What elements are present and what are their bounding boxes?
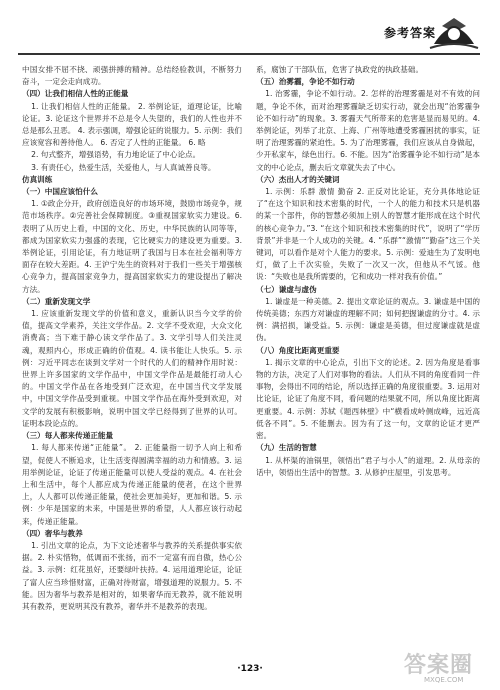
section-heading: （四）奢华与教养 [22,528,83,538]
section-heading: （八）角度比距离更重要 [256,345,340,355]
section-heading: （一）中国应该怕什么 [22,187,98,197]
paragraph: 1. 揭示文章的中心论点，引出下文的论述。2. 因为角度是看事物的方法，决定了人们对事物的看法。人们从不同的角度看同一件事物，会得出不同的结论，所以选择正确的角度很重要。3. 运用对比论证，论证了角度不同，看问题的结果就不同，所以角度比距离更重要。4. 示例：苏轼《题西林壁》中“横看成岭侧成峰，远近高低各不同”。5. 不能删去。因为有了这一句，文章的论证才更严密。 [256,357,480,441]
paragraph: 1. 应该重新发现文学的价值和意义，重新认识当今文学的价值，提高文学素养，关注文学作品。2. 文学不受欢迎，大众文化消费高；当下难于静心读文学作品了。3. 文学引导人们关注灵魂，观照内心，形成正确的价值观。4. 读书能让人快乐。5. 示例：习近平同志在谈到文学对一个时代的人们的精神作用时说：世界上许多国家的文学作品中，中国文学作品是最能打动人心的。中国文学作品在各地受到广泛欢迎，在中国当代文学发展中，中国文学作品受到重视。中国文学作品在海外受到欢迎，对文学的发展有积极影响，说明中国文学已经得到了世界的认可。证明本段论点的。 [22,309,242,428]
header-title: 参考答案 [384,26,437,40]
paragraph: 1. ①政企分开，政府创造良好的市场环境，鼓励市场竞争，规范市场秩序。②完善社会保障制度。③重视国家软实力建设。6. 表明了从历史上看，中国的文化、历史，中华民族的认同等等，都成为国家软实力强盛的表现，它比硬实力的建设更为重要。3. 举例论证，引用论证，有力地证明了我国与日本在社会福利等方面存在较大差距。4. 王沪宁先生的资料对于我们一些关于增强核心竞争力，提高国家竞争力，提高国家软实力的建设提出了解决方法。 [22,199,242,294]
graduate-emblem-icon [428,4,480,54]
paragraph: 2. 句式整齐，增强语势，有力地论证了中心论点。 [31,150,201,160]
paragraph: 1. 每人都来传递“正能量”。 2. 正能量指一切予人向上和希望，促使人不断追求，让生活变得圆满幸福的动力和情感。3. 运用举例论证，论证了传递正能量可以使人受益的观点。4. 在社会上和生活中，每个人都应成为传递正能量的使者，在这个世界上，人人都可以传递正能量，使社会更加美好，更加和谐。5. 示例：少年是国家的未来，中国是世界的希望，人人都应该行动起来，传递正能量。 [22,443,242,526]
watermark-url: MXQE.COM [424,676,464,684]
page-header [0,0,500,62]
paragraph: 1. 治雾霾，争论不如行动。2. 怎样的治理雾霾是对不有效的问题，争论不休，而对治理雾霾缺乏切实行动，就会出现“治雾霾争论不如行动”的现象。3. 雾霾天气所带来的危害是显而易见的。4. 举例论证，列举了北京、上海、广州等地遭受雾霾困扰的事实，证明了治理雾霾的紧迫性。5. 为了治理雾霾，我们应该从自身做起，少开私家车，绿色出行。6. 不能。因为“治雾霾争论不如行动”是本文的中心论点，删去后文章就失去了中心。 [256,89,480,172]
section-heading: （五）治雾霾，争论不如行动 [256,77,355,87]
paragraph: 1. 让我们相信人性的正能量。 2. 举例论证，道理论证，比喻论证。3. 论证这个世界并不总是令人失望的，我们的人性也并不总是那么丑恶。 4. 表示强调，增强论证的说服力。5. 示例：我们应该宽容和善待他人。 6. 否定了人性的正能量。 6. 略 [22,101,242,148]
right-column [256,64,480,479]
section-heading: 仿真训练 [22,174,53,184]
paragraph: 系，腐蚀了干部队伍，危害了执政党的执政基础。 [256,65,424,74]
header-rule [18,53,480,55]
paragraph: 1. 引出文章的论点，为下文论述奢华与教养的关系提供事实依据。2. 朴实惜物，低调而不张扬，而不一定富有而自傲，热心公益。3. 示例：红花虽好，还要绿叶扶持。4. 运用道理论证，论证了富人应当珍惜财富，正确对待财富，增强道理的说服力。5. 不能。因为奢华与教养是相对的，如果奢华而无教养，就不能说明其有教养，更说明其没有教养，奢华并不是教养的表现。 [22,540,242,611]
section-heading: （三）每人都来传递正能量 [22,431,114,441]
section-heading: （六）杰出人才的关键词 [256,174,340,184]
section-heading: （七）谦虚与虚伪 [256,284,317,294]
section-heading: （九）生活的智慧 [256,443,317,453]
section-heading: （二）重新发现文学 [22,296,91,306]
paragraph: 1. 从杯渠的油锅里，领悟出“君子与小人”的道理。2. 从母亲的话中，领悟出生活中的智慧。3. 从修护庄屋里，引发思考。 [256,455,480,477]
paragraph: 3. 有责任心，热爱生活，关爱他人，与人真诚善良等。 [31,162,216,172]
section-heading: （四）让我们相信人性的正能量 [22,89,129,99]
page-number: ·123· [237,664,263,674]
left-column [22,64,242,613]
watermark-logo: 答案圈 [404,652,474,678]
paragraph: 1. 谦虚是一种美德。2. 提出文章论证的观点。3. 谦虚是中国的传统美德；东西方对谦虚的理解不同；如何把握谦虚的分寸。4. 示例：满招损，谦受益。5. 示例：谦虚是美德，但过度谦虚就是虚伪。 [256,296,480,343]
paragraph: 中国女排不屈不挠、顽强拼搏的精神。总结经验教训，不断努力奋斗，一定会走向成功。 [22,65,242,87]
paragraph: 1. 示例：乐群 激情 勤奋 2. 正反对比论证，充分具体地论证了“在这个知识和技术密集的时代，一个人的能力和技术只是机器的某一个部件，你的智慧必须加上别人的智慧才能形成在这个时代的核心竞争力。”3. “在这个知识和技术密集的时代”，说明了“学历背景”并非是一个人成功的关键。4. “乐群”“激情”“勤奋”这三个关键词，可以看作是对个人能力的要求。5. 示例：爱迪生为了发明电灯，做了上千次实验，失败了一次又一次，但他从不气馁。他说：“失败也是我所需要的，它和成功一样对我有价值。” [256,187,480,282]
